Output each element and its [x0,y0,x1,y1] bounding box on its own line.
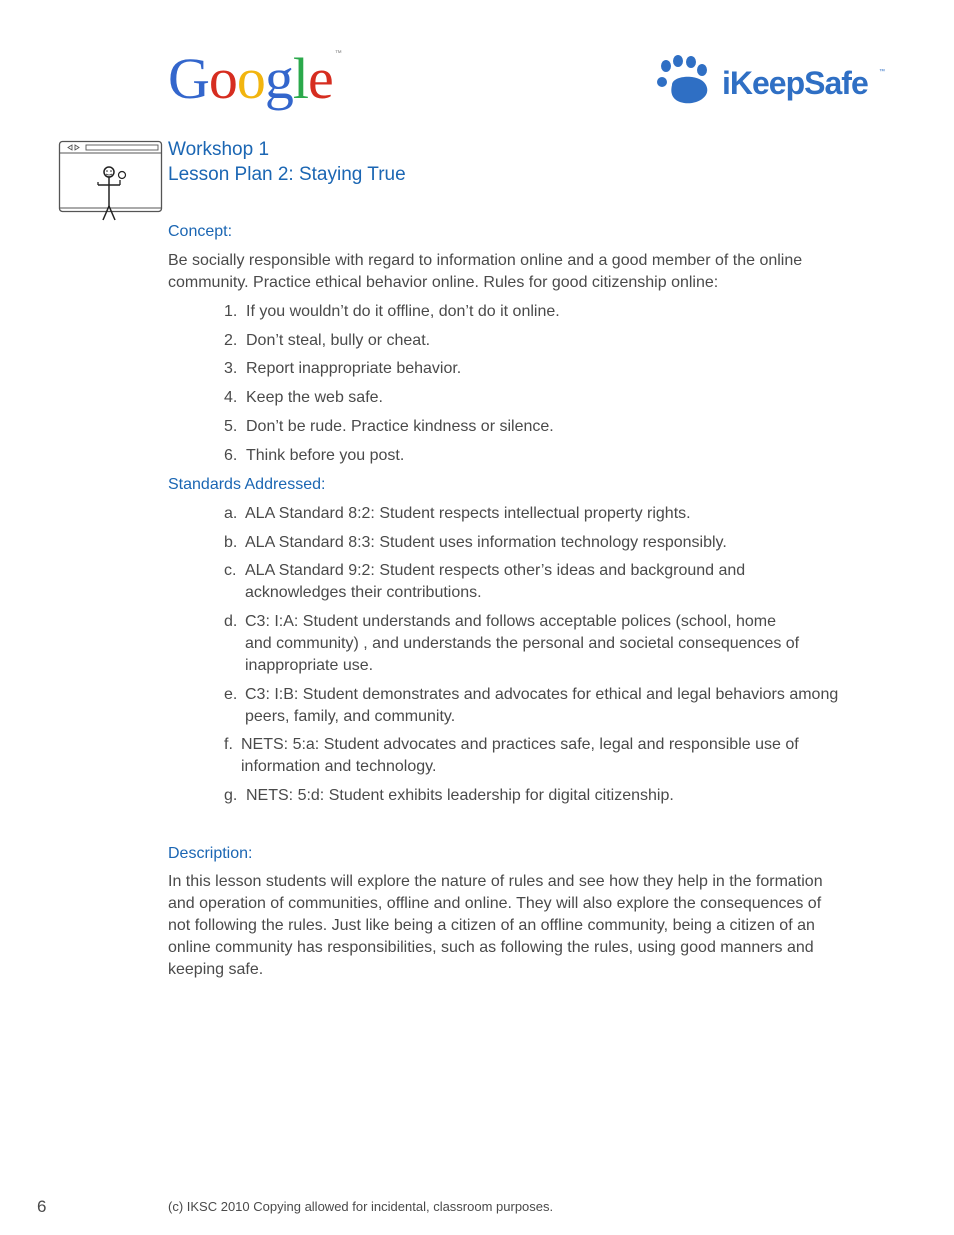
standard-item: d. C3: I:A: Student understands and follows acceptable polices (school, home and community) , and understands the personal and societal consequences of inappropriate use. [224,613,800,674]
browser-stickfigure-icon [58,140,164,222]
rule-item: 1. If you wouldn’t do it offline, don’t do it online. [224,303,560,320]
concept-intro-line: Be socially responsible with regard to information online and a good member of the online [168,252,803,269]
description-line: keeping safe. [168,961,264,978]
description-line: not following the rules. Just like being a citizen of an offline community, being a citizen of an [168,917,815,934]
standard-item: e. C3: I:B: Student demonstrates and advocates for ethical and legal behaviors among peers, family, and community. [224,686,839,725]
google-logo-letter: e [308,46,333,111]
concept-heading: Concept: [168,223,233,240]
workshop-label: Workshop 1 [168,139,270,160]
google-logo-letter: o [236,46,265,111]
rule-item: 3. Report inappropriate behavior. [224,360,462,377]
google-logo-letter: o [208,46,237,111]
standard-item: c. ALA Standard 9:2: Student respects other’s ideas and background and acknowledges their contributions. [224,562,746,601]
copyright-notice: (c) IKSC 2010 Copying allowed for incidental, classroom purposes. [168,1199,554,1214]
rule-item: 5. Don’t be rude. Practice kindness or silence. [224,418,554,435]
ikeepsafe-trademark: ™ [879,69,885,75]
standard-item: b. ALA Standard 8:3: Student uses information technology responsibly. [224,534,727,551]
standards-heading: Standards Addressed: [168,476,326,493]
description-line: online community has responsibilities, such as following the rules, using good manners and [168,939,814,956]
page-number: 6 [37,1197,47,1216]
paw-icon [656,55,718,107]
description-body [168,871,898,981]
lesson-title: Lesson Plan 2: Staying True [168,164,406,185]
google-logo-letter: G [168,46,209,111]
concept-intro [168,250,898,294]
description-line: and operation of communities, offline and online. They will also explore the consequences of [168,895,822,912]
google-trademark: ™ [334,50,341,57]
concept-intro-line: community. Practice ethical behavior online. Rules for good citizenship online: [168,274,719,291]
rule-item: 4. Keep the web safe. [224,389,383,406]
standard-item: f. NETS: 5:a: Student advocates and practices safe, legal and responsible use of information and technology. [224,736,799,775]
description-heading: Description: [168,845,253,862]
google-logo [168,46,341,111]
description-line: In this lesson students will explore the nature of rules and see how they help in the formation [168,873,823,890]
standard-item: a. ALA Standard 8:2: Student respects intellectual property rights. [224,505,691,522]
ikeepsafe-wordmark: iKeepSafe [722,65,868,101]
standard-item: g. NETS: 5:d: Student exhibits leadership for digital citizenship. [224,787,674,804]
ikeepsafe-logo [656,55,886,107]
rule-item: 6. Think before you post. [224,447,405,464]
google-logo-letter: g [264,46,293,111]
google-logo-letter: l [292,46,309,111]
rule-item: 2. Don’t steal, bully or cheat. [224,332,431,349]
